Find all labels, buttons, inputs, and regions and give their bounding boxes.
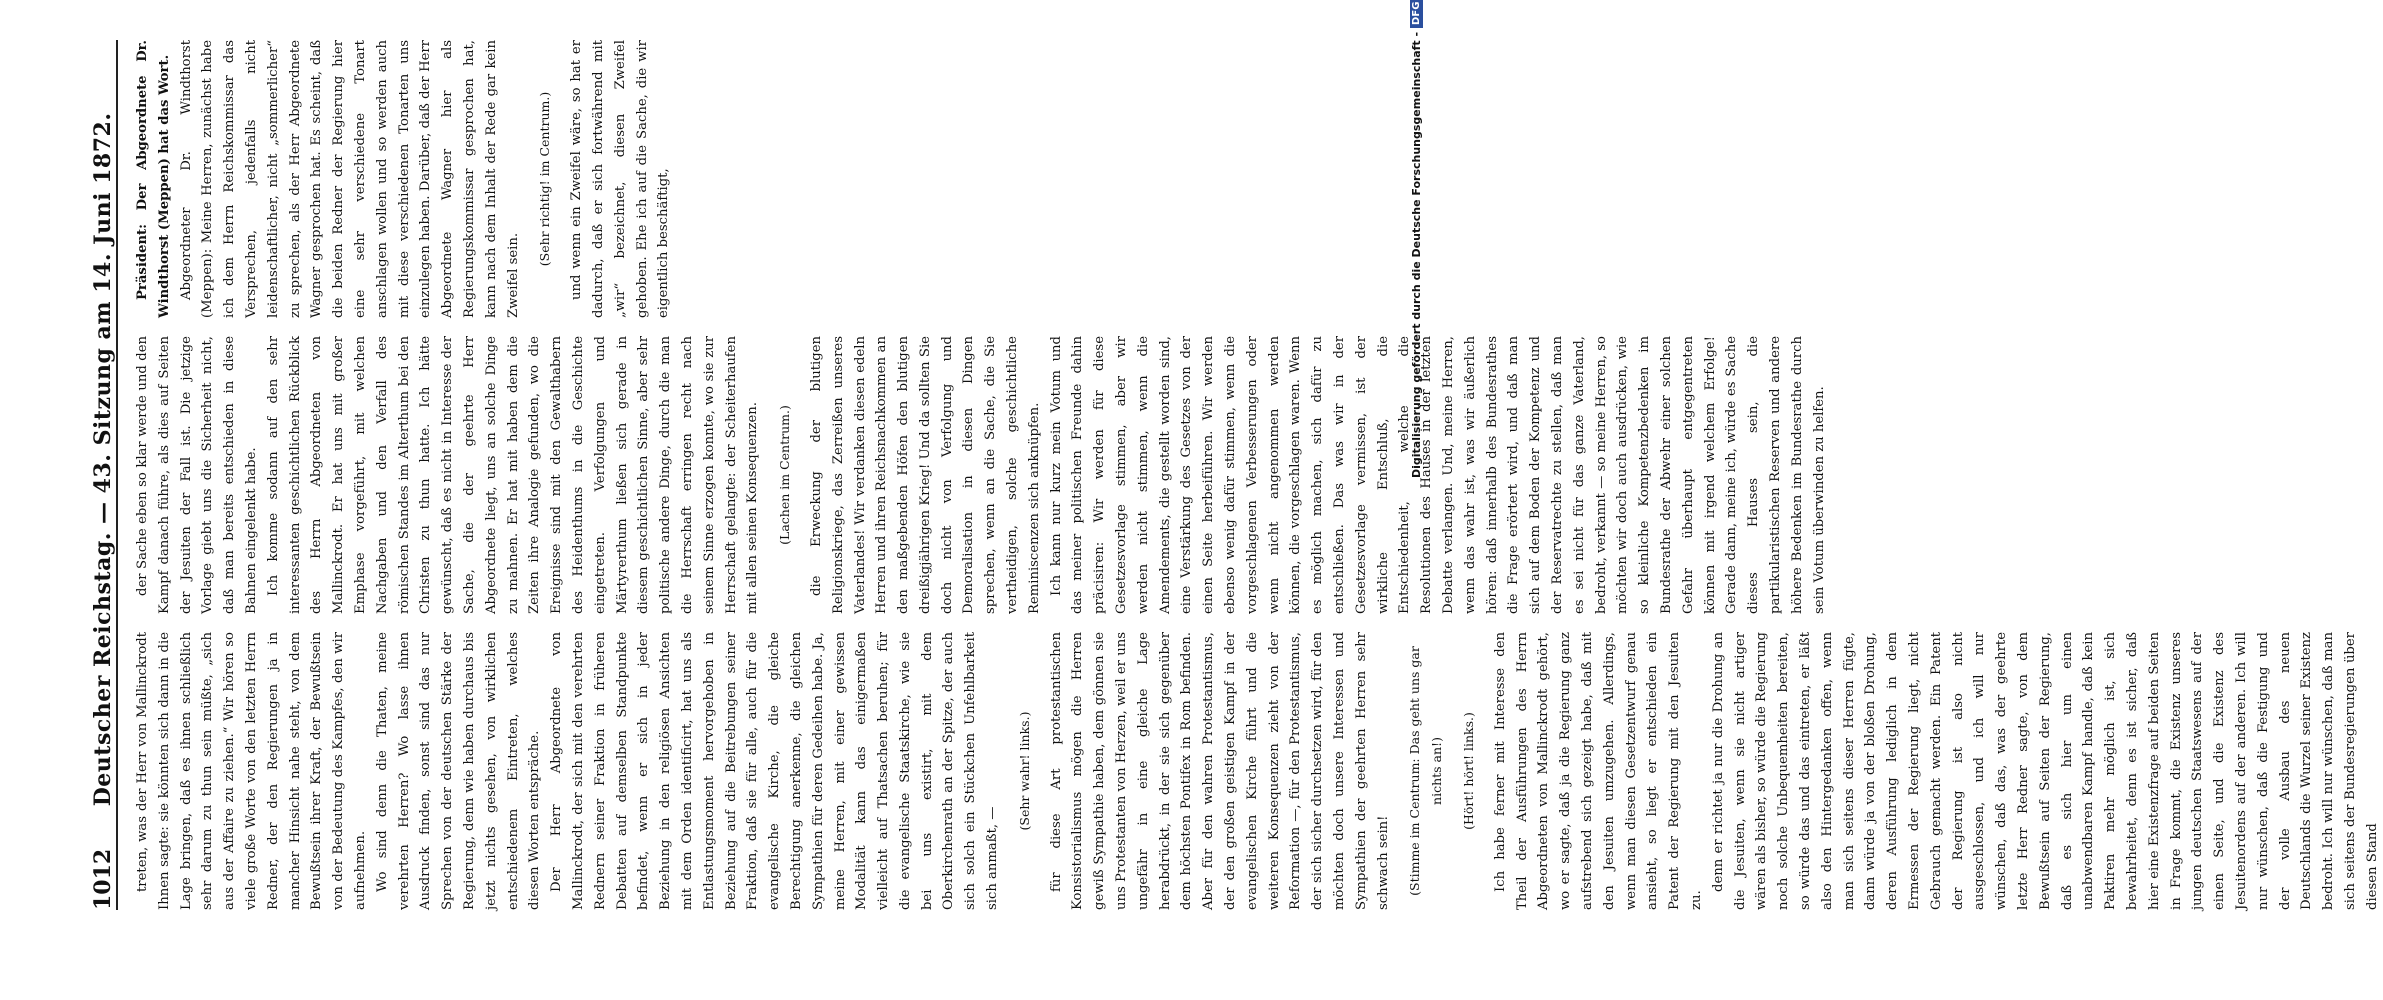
paragraph: Wo sind denn die Thaten, meine verehrten Herren? Wo lasse ihnen Ausdruck finden, sonst sind das nur Sprechen von der deutschen Stärke der Regierung, denn wie haben durchaus bis jetzt nichts gesehen, von wirklichen entschiedenem Eintreten, welches diesen Worten entspräche. xyxy=(374,632,543,910)
paragraph: Der Herr Abgeordnete von Mallinckrodt, der sich mit den verehrten Rednern seiner Fraktion in früheren Debatten auf demselben Standpunkte befindet, wenn er sich in jeder Beziehung in den religiösen Ansichten mit dem Orden identificirt, hat uns als Entlastungsmoment hervorgehoben in Beziehung auf die Beitrebungen seiner Fraktion, daß sie für alle, auch für die evangelische Kirche, die gleiche Berechtigung anerkenne, die gleichen Sympathien für deren Gedeihen habe. Ja, meine Herren, mit einer gewissen Modalität kann das einigermaßen vielleicht auf Thatsachen beruhen; für die evangelische Staatskirche, wie sie bei uns existirt, mit dem Oberkirchenrath an der Spitze, der auch sich solch ein Stückchen Unfehlbarkeit sich anmaßt, — xyxy=(549,632,1001,910)
page-number: 1012 xyxy=(90,848,116,910)
column-left xyxy=(132,632,2380,910)
credit-text: Digitalisierung gefördert durch die Deutsche Forschungsgemeinschaft - xyxy=(1409,31,1423,478)
interjection: (Stimme im Centrum: Das geht uns gar nichts an!) xyxy=(1407,646,1445,896)
paragraph: denn er richtet ja nur die Drohung an die Jesuiten, wenn sie nicht artiger wären als bisher, so würde die Regierung noch solche Unbequemheiten bereiten, so würde das und das eintreten, er läßt also den Hintergedanken offen, wenn man sich seitens dieser Herren fügte, dann würde ja von der bloßen Drohung, deren Ausführung lediglich in dem Ermessen der Regierung liegt, nicht Gebrauch gemacht werden. Ein Patent der Regierung ist also nicht ausgeschlossen, und ich will nur wünschen, daß das, was der geehrte letzte Herr Redner sagte, von dem Bewußtsein auf Seiten der Regierung, daß es sich hier um einen unabwendbaren Kampf handle, daß kein Paktiren mehr möglich ist, sich bewahrheitet, denn es ist sicher, daß hier eine Existenzfrage auf beiden Seiten in Frage kommt, die Existenz unseres jungen deutschen Staatswesens auf der einen Seite, und die Existenz des Jesuitenordens auf der anderen. Ich will nur wünschen, daß die Festigung und der volle Ausbau des neuen Deutschlands die Wurzel seiner Existenz bedroht. Ich will nur wünschen, daß man sich seitens der Bundesregierungen über diesen Stand xyxy=(1710,632,2380,910)
paragraph: und wenn ein Zweifel wäre, so hat er dadurch, daß er sich fortwährend mit „wir“ bezeichnet, diesen Zweifel gehoben. Ehe ich auf die Sache, die wir eigentlich beschäftigt, xyxy=(569,40,672,318)
column-right xyxy=(132,40,1372,318)
digitization-credit xyxy=(1404,1,1428,478)
paragraph: Ich kann nur kurz mein Votum und das meiner politischen Freunde dahin präcisiren: Wir werden für diese Gesetzesvorlage stimmen, aber wir werden nicht stimmen, wenn die Amendements, die gestellt worden sind, eine Verstärkung des Gesetzes von der einen Seite herbeiführen. Wir werden ebenso wenig dafür stimmen, wenn die vorgeschlagenen Verbesserungen oder wenn nicht angenommen werden können, die vorgeschlagen waren. Wenn es möglich machen, sich dafür zu entschließen. Das was wir in der Gesetzesvorlage vermissen, ist der wirkliche Entschluß, die Entschiedenheit, welche die Resolutionen des Hauses in der letzten Debatte verlangen. Und, meine Herren, wenn das wahr ist, was wir äußerlich hören: daß innerhalb des Bundesrathes die Frage erörtert wird, und daß man sich auf dem Boden der Kompetenz und der Reservatrechte zu stellen, daß man es sei nicht für das ganze Vaterland, bedroht, verkannt — so meine Herren, so möchten wir doch auch ausdrücken, wie so kleinliche Kompetenzbedenken im Bundesrathe der Abwehr einer solchen Gefahr überhaupt entgegentreten können mit irgend welchem Erfolge! Gerade dann, meine ich, würde es Sache dieses Hauses sein, die partikularistischen Reserven und andere höhere Bedenken im Bundesrathe durch sein Votum überwinden zu helfen. xyxy=(1048,336,1827,614)
paragraph: treten, was der Herr von Mallinckrodt Ihnen sagte: sie könnten sich dann in die Lage bringen, daß es ihnen schließlich sehr darum zu thun sein müßte, „sich aus der Affaire zu ziehen.“ Wir hören so viele große Worte von den letzten Herrn Redner, der den Regierungen ja in mancher Hinsicht nahe steht, von dem Bewußtsein ihrer Kraft, der Bewußtsein von der Bedeutung des Kampfes, den wir aufnehmen. xyxy=(135,632,368,910)
paragraph: der Sache eben so klar werde und den Kampf danach führe, als dies auf Seiten der Jesuiten der Fall ist. Die jetzige Vorlage giebt uns die Sicherheit nicht, daß man bereits entschieden in diese Bahnen eingelenkt habe. xyxy=(135,336,259,614)
paragraph: die Erweckung der blutigen Religionskriege, das Zerreißen unseres Vaterlandes! Wir verdanken diesen edeln Herren und ihren Reichsnachkommen an den maßgebenden Höfen den blutigen dreißigjährigen Krieg! Und da sollten Sie doch nicht von Verfolgung und Demoralisation in diesen Dingen sprechen, wenn an die Sache, die Sie vertheidigen, solche geschichtliche Reminiscenzen sich anknüpfen. xyxy=(808,336,1042,614)
interjection: (Hört! hört! links.) xyxy=(1461,712,1477,830)
paragraph: Ich habe ferner mit Interesse den Theil der Ausführungen des Herrn Abgeordneten von Mallinckrodt gehört, wo er sagte, daß ja die Regierung ganz aufstrebend sich gezeigt habe, daß mit den Jesuiten umzugehen. Allerdings, wenn man diesen Gesetzentwurf genau ansieht, so liegt er entschieden ein Patent der Regierung mit den Jesuiten zu. xyxy=(1492,632,1704,910)
interjection: (Sehr wahr! links.) xyxy=(1016,711,1032,831)
paragraph: für diese Art protestantischen Konsistorialismus mögen die Herren gewiß Sympathie haben, dem gönnen sie uns Protestanten von Herzen, weil er uns ungefähr in eine gleiche Lage herabdrückt, in der sie sich gegenüber dem höchsten Pontifex in Rom befinden. Aber für den wahren Protestantismus, der den großen geistigen Kampf in der evangelischen Kirche führt und die weiteren Konsequenzen zieht von der Reformation —, für den Protestantismus, der sich sicher durchsetzen wird, für den möchten doch unsere Interessen und Sympathien der geehrten Herren sehr schwach sein! xyxy=(1048,632,1391,910)
dfg-logo: DFG xyxy=(1410,0,1423,28)
column-middle xyxy=(132,336,1827,614)
speaker-intro: Präsident: Der Abgeordnete Dr. Windthorst (Meppen) hat das Wort. xyxy=(135,40,172,318)
interjection: (Sehr richtig! im Centrum.) xyxy=(537,91,553,267)
paragraph: Ich komme sodann auf den sehr interessanten geschichtlichen Rückblick des Herrn Abgeordneten von Mallinckrodt. Er hat uns mit großer Emphase vorgeführt, mit welchen Nachgaben und den Verfall des römischen Standes im Alterthum bei den Christen zu thun hatte. Ich hätte gewünscht, daß es nicht in Interesse der Sache, die der geehrte Herr Abgeordnete liegt, uns an solche Dinge zu mahnen. Er hat mit haben dem die Zeiten ihre Analogie gefunden, wo die Ereignisse sind mit den Gewalthabern des Heidenthums in die Geschichte eingetreten. Verfolgungen und Märtyrerthum ließen sich gerade in diesem geschichtlichen Sinne, aber sehr politische andere Dinge, durch die man die Herrschaft erringen recht nach seinem Sinne erzogen konnte, wo sie zur Herrschaft gelangte: der Scheiterhaufen mit allen seinen Konsequenzen. xyxy=(265,336,761,614)
page-title: Deutscher Reichstag. — 43. Sitzung am 14. Juni 1872. xyxy=(90,112,116,807)
paragraph: Abgeordneter Dr. Windthorst (Meppen): Meine Herren, zunächst habe ich dem Herrn Reichskommissar das Versprechen, jedenfalls nicht leidenschaftlicher, nicht „sommerlicher“ zu sprechen, als der Herr Abgeordnete Wagner gesprochen hat. Es scheint, daß die beiden Redner der Regierung hier eine sehr verschiedene Tonart anschlagen wollen und so werden auch mit diese verschiedenen Tonarten uns einzulegen haben. Darüber, daß der Herr Abgeordnete Wagner hier als Regierungskommissar gesprochen hat, kann nach dem Inhalt der Rede gar kein Zweifel sein. xyxy=(178,40,521,318)
page-header xyxy=(82,40,118,910)
interjection: (Lachen im Centrum.) xyxy=(777,405,793,545)
